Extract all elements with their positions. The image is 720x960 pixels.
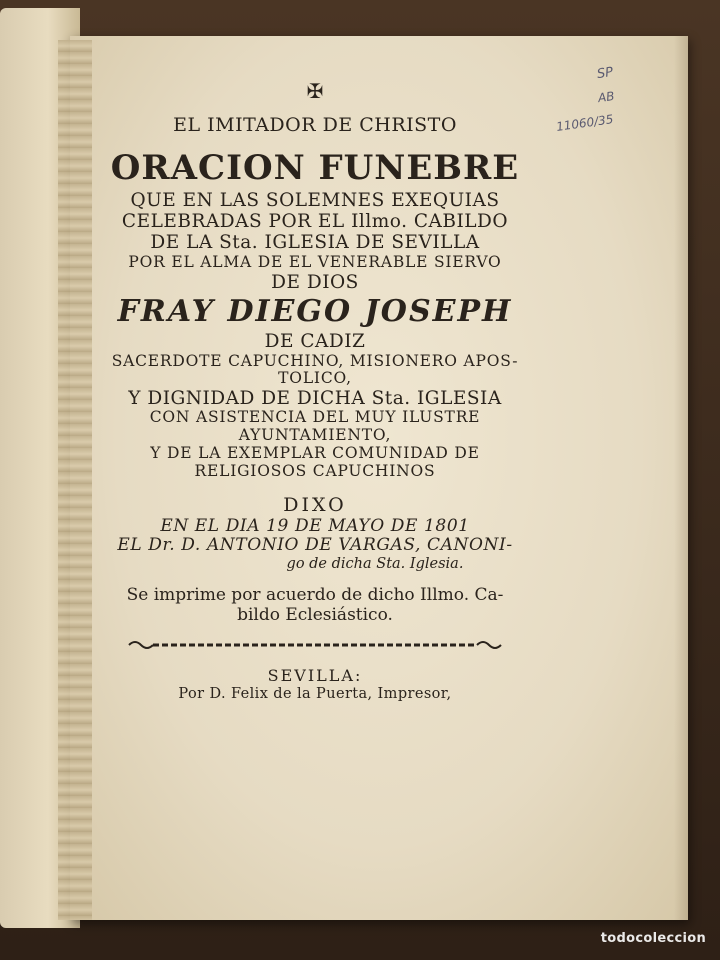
author-line-2: go de dicha Sta. Iglesia. xyxy=(286,555,464,572)
text-line: Y DIGNIDAD DE DICHA Sta. IGLESIA xyxy=(128,388,502,410)
text-line: DE CADIZ xyxy=(264,331,366,353)
subject-name: FRAY DIEGO JOSEPH xyxy=(117,293,513,329)
shelfmark-line1: SP xyxy=(596,64,615,83)
text-line: CELEBRADAS POR EL Illmo. CABILDO xyxy=(121,211,509,233)
text-line: TOLICO, xyxy=(278,369,352,388)
text-line: AYUNTAMIENTO, xyxy=(238,426,392,445)
imprint-note-2: bildo Eclesiástico. xyxy=(237,604,393,625)
text-line: CON ASISTENCIA DEL MUY ILUSTRE xyxy=(149,408,481,427)
imprint-city: SEVILLA: xyxy=(267,666,363,686)
cross-icon: ✠ xyxy=(306,79,324,103)
text-line: RELIGIOSOS CAPUCHINOS xyxy=(194,461,436,480)
text-line: DE LA Sta. IGLESIA DE SEVILLA xyxy=(150,232,480,254)
main-title: ORACION FUNEBRE xyxy=(110,147,520,188)
text-line: POR EL ALMA DE EL VENERABLE SIERVO xyxy=(128,252,502,271)
dixo-heading: DIXO xyxy=(283,493,347,516)
title-page-text xyxy=(80,80,550,702)
imprint-printer: Por D. Felix de la Puerta, Impresor, xyxy=(178,685,452,702)
author-line: EL Dr. D. ANTONIO DE VARGAS, CANONI- xyxy=(117,535,513,556)
text-line: SACERDOTE CAPUCHINO, MISIONERO APOS- xyxy=(111,351,519,370)
watermark-logo: todocoleccion xyxy=(600,931,706,946)
text-line: DE DIOS xyxy=(271,271,359,293)
shelfmark-line3: 11060/35 xyxy=(555,112,615,134)
imprint-note: Se imprime por acuerdo de dicho Illmo. Ca- xyxy=(126,585,504,606)
text-line: Y DE LA EXEMPLAR COMUNIDAD DE xyxy=(150,444,480,463)
heading-imitador: EL IMITADOR DE CHRISTO xyxy=(173,114,457,136)
text-line: QUE EN LAS SOLEMNES EXEQUIAS xyxy=(130,189,500,211)
date-line: EN EL DIA 19 DE MAYO DE 1801 xyxy=(160,515,470,536)
ornament-divider-icon xyxy=(125,639,505,651)
shelfmark-line2: AB xyxy=(597,88,616,106)
